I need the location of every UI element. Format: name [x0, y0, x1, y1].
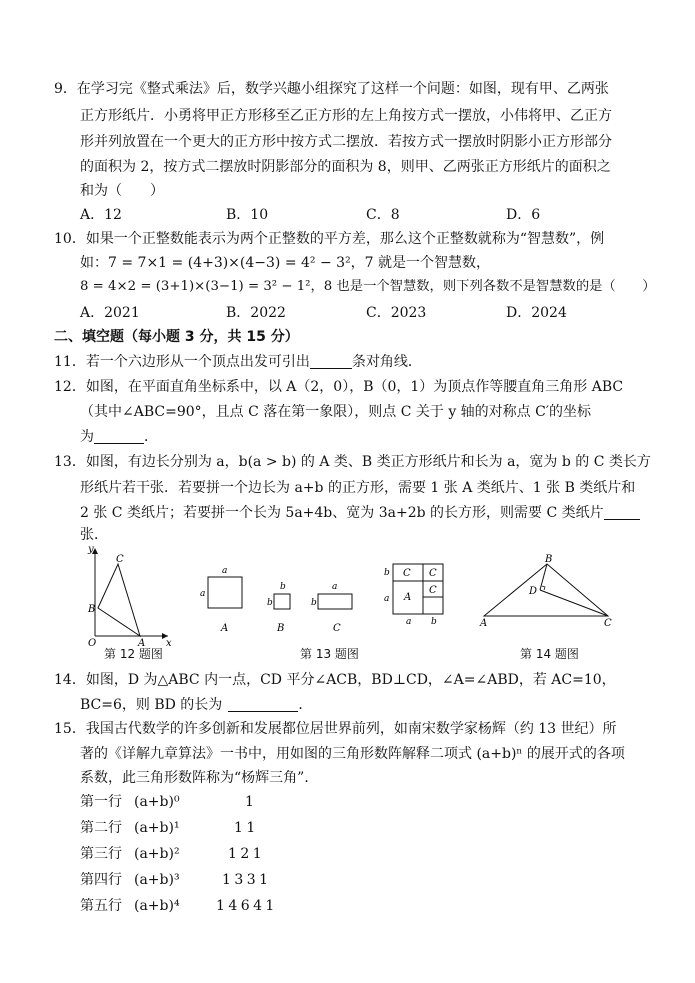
fig13-c-side: b [311, 598, 317, 608]
row-label: 第四行 [80, 872, 122, 888]
fig13-label-B: B [277, 623, 285, 634]
q12-line1: 12．如图，在平面直角坐标系中，以 A（2，0），B（0，1）为顶点作等腰直角三角形 ABC [54, 379, 624, 395]
fig13-grid-b-side: b [384, 568, 390, 578]
fig13-b-side: b [267, 598, 273, 608]
fig12-y-label: y [88, 544, 94, 555]
row-label: 第一行 [80, 794, 122, 810]
q9-option-a: A．12 [80, 207, 122, 223]
fig14-caption: 第 14 题图 [520, 647, 579, 661]
q10-line2: 如：7 = 7×1 = (4+3)×(4−3) = 4² − 3²，7 就是一个智慧数， [80, 255, 491, 271]
q12-line2: （其中∠ABC=90°，且点 C 落在第一象限），则点 C 关于 y 轴的对称点 C′的坐标 [80, 404, 592, 420]
fig14-c-label: C [604, 618, 612, 629]
yanghui-row-4 [80, 870, 180, 890]
q15-line1: 15．我国古代数学的许多创新和发展都位居世界前列，如南宋数学家杨辉（约 13 世纪）所 [54, 721, 617, 737]
yanghui-row-5 [80, 896, 180, 916]
fig12-o-label: O [88, 638, 97, 649]
yanghui-row-4-nums: 1 3 3 1 [222, 872, 268, 888]
figure-14 [476, 554, 616, 630]
row-expr: (a+b)⁰ [134, 794, 180, 810]
fig13-grid-c2: C [429, 568, 437, 579]
q12-line3-b: ． [144, 429, 158, 445]
fig13-grid-a: A [404, 592, 412, 603]
q10-option-b: B．2022 [226, 305, 286, 321]
fig13-a-top: a [222, 566, 228, 576]
q12-line3 [80, 427, 158, 447]
fig14-d-label: D [529, 586, 538, 597]
q13-line3 [80, 503, 640, 523]
fig14-a-label: A [480, 618, 488, 629]
yanghui-row-2-nums: 1 1 [234, 820, 256, 836]
q11-text [54, 352, 422, 372]
fig13-label-A: A [221, 623, 229, 634]
q14-line2-a: BC=6，则 BD 的长为 [80, 697, 223, 713]
q14-line2-b: ． [298, 697, 313, 713]
fig13-grid-a-side: a [384, 594, 390, 604]
q10-line1: 10．如果一个正整数能表示为两个正整数的平方差，那么这个正整数就称为“智慧数”，例 [54, 231, 605, 247]
fig13-caption: 第 13 题图 [300, 647, 359, 661]
row-label: 第二行 [80, 820, 122, 836]
row-label: 第三行 [80, 846, 122, 862]
fig13-grid-b-bottom: b [431, 617, 437, 627]
fig12-b-label: B [88, 604, 96, 615]
q13-line3-text: 2 张 C 类纸片；若要拼一个长为 5a+4b、宽为 3a+2b 的长方形，则需要 C 类纸片 [80, 505, 604, 521]
q13-answer-blank[interactable] [604, 505, 640, 520]
yanghui-row-1 [80, 792, 180, 812]
fig13-grid-a-bottom: a [406, 617, 412, 627]
q10-option-c: C．2023 [366, 305, 427, 321]
yanghui-row-3-nums: 1 2 1 [228, 846, 262, 862]
q12-answer-blank[interactable] [94, 429, 144, 444]
yanghui-row-3 [80, 844, 180, 864]
section-title: 二、填空题（每小题 3 分，共 15 分） [54, 329, 299, 345]
fig12-a-label: A [138, 638, 146, 649]
q9-line3: 形并列放置在一个更大的正方形中按方式二摆放．若按方式一摆放时阴影小正方形部分 [80, 134, 612, 150]
q15-line3: 系数，此三角形数阵称为“杨辉三角”． [80, 770, 319, 786]
q10-line3: 8 = 4×2 = (3+1)×(3−1) = 3² − 1²，8 也是一个智慧数，则下列各数不是智慧数的是（ ） [80, 279, 656, 294]
q11-answer-blank[interactable] [310, 354, 352, 369]
q10-option-d: D．2024 [506, 305, 567, 321]
q11-text-a: 11．若一个六边形从一个顶点出发可引出 [54, 354, 310, 370]
q9-line1: 9．在学习完《整式乘法》后，数学兴趣小组探究了这样一个问题：如图，现有甲、乙两张 [54, 81, 609, 97]
yanghui-row-2 [80, 818, 180, 838]
fig13-grid-c3: C [429, 585, 437, 596]
row-expr: (a+b)³ [134, 872, 180, 888]
yanghui-row-1-nums: 1 [245, 794, 254, 810]
q13-line2: 形纸片若干张．若要拼一个边长为 a+b 的正方形，需要 1 张 A 类纸片、1 张 B 类纸片和 [80, 480, 636, 496]
q13-line4: 张． [80, 527, 108, 543]
q11-text-b: 条对角线． [351, 354, 422, 370]
q15-line2: 著的《详解九章算法》一书中，用如图的三角形数阵解释二项式 (a+b)ⁿ 的展开式的各项 [80, 746, 625, 762]
fig12-caption: 第 12 题图 [104, 647, 163, 661]
q14-answer-blank[interactable] [228, 697, 298, 712]
q12-line3-a: 为 [80, 429, 94, 445]
q9-option-b: B．10 [226, 207, 269, 223]
figure-13-composite [380, 556, 450, 628]
q14-line1: 14．如图，D 为△ABC 内一点，CD 平分∠ACB，BD⊥CD，∠A=∠ABD，若 AC=10， [54, 672, 616, 688]
row-expr: (a+b)¹ [134, 820, 180, 836]
yanghui-row-5-nums: 1 4 6 4 1 [216, 898, 275, 914]
row-expr: (a+b)² [134, 846, 180, 862]
figure-12 [80, 540, 180, 649]
q9-line4: 的面积为 2，按方式二摆放时阴影部分的面积为 8，则甲、乙两张正方形纸片的面积之 [80, 159, 611, 175]
row-label: 第五行 [80, 898, 122, 914]
q13-line1: 13．如图，有边长分别为 a，b(a > b) 的 A 类、B 类正方形纸片和长为 a，宽为 b 的 C 类长方 [54, 454, 651, 470]
q9-line2: 正方形纸片．小勇将甲正方形移至乙正方形的左上角按方式一摆放，小伟将甲、乙正方 [80, 108, 612, 124]
q9-option-c: C．8 [366, 207, 400, 223]
fig13-c-top: a [332, 582, 338, 592]
fig13-b-top: b [280, 582, 286, 592]
row-expr: (a+b)⁴ [134, 898, 180, 914]
q9-line5: 和为（ ） [80, 183, 164, 199]
fig12-x-label: x [166, 638, 172, 649]
fig12-c-label: C [116, 554, 124, 565]
fig13-label-C: C [333, 623, 341, 634]
fig13-a-side: a [200, 589, 206, 599]
q14-line2 [80, 695, 312, 715]
q10-option-a: A．2021 [80, 305, 140, 321]
fig13-grid-c1: C [403, 568, 411, 579]
fig14-b-label: B [545, 554, 553, 565]
q9-option-d: D．6 [506, 207, 541, 223]
